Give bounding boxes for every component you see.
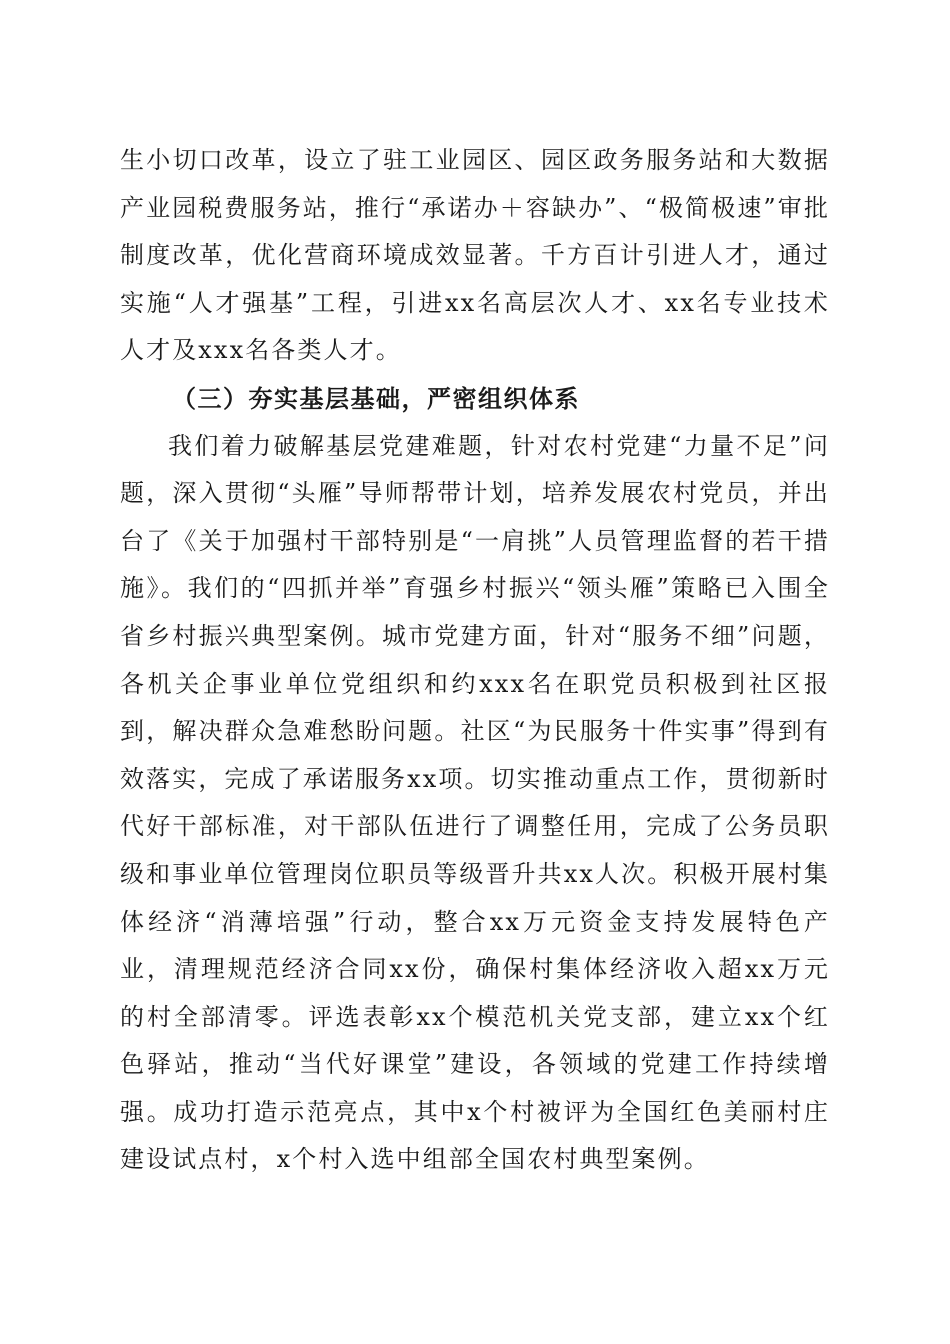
paragraph-body: 我们着力破解基层党建难题，针对农村党建“力量不足”问题，深入贯彻“头雁”导师帮带计划，培养发展农村党员，并出台了《关于加强村干部特别是“一肩挑”人员管理监督的若干措施》。我们的“四抓并举”育强乡村振兴“领头雁”策略已入围全省乡村振兴典型案例。城市党建方面，针对“服务不细”问题，各机关企事业单位党组织和约xxx名在职党员积极到社区报到，解决群众急难愁盼问题。社区“为民服务十件实事”得到有效落实，完成了承诺服务xx项。切实推动重点工作，贯彻新时代好干部标准，对干部队伍进行了调整任用，完成了公务员职级和事业单位管理岗位职员等级晋升共xx人次。积极开展村集体经济“消薄培强”行动，整合xx万元资金支持发展特色产业，清理规范经济合同xx份，确保村集体经济收入超xx万元的村全部清零。评选表彰xx个模范机关党支部，建立xx个红色驿站，推动“当代好课堂”建设，各领域的党建工作持续增强。成功打造示范亮点，其中x个村被评为全国红色美丽村庄建设试点村，x个村入选中组部全国农村典型案例。 xyxy=(120,431,830,1174)
document-body xyxy=(120,137,830,1184)
paragraph-continued: 生小切口改革，设立了驻工业园区、园区政务服务站和大数据产业园税费服务站，推行“承诺办＋容缺办”、“极简极速”审批制度改革，优化营商环境成效显著。千方百计引进人才，通过实施“人才强基”工程，引进xx名高层次人才、xx名专业技术人才及xxx名各类人才。 xyxy=(120,146,830,365)
section-heading: （三）夯实基层基础，严密组织体系 xyxy=(172,383,580,413)
